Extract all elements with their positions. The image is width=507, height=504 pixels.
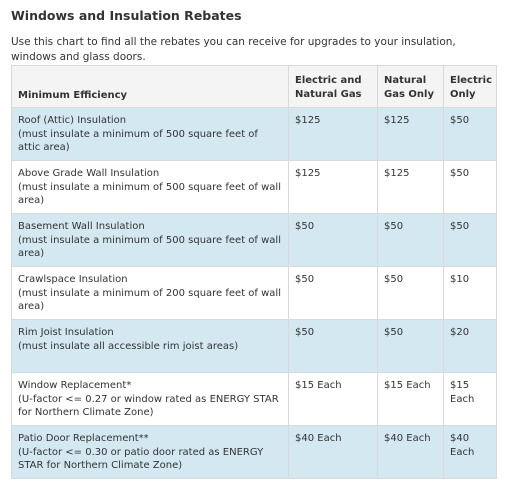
table-row (12, 267, 497, 320)
electric-and-gas-cell (289, 320, 378, 373)
rebate-value: $50 (295, 327, 315, 338)
measure-cell (12, 426, 289, 479)
electric-and-gas-cell (289, 214, 378, 267)
rebate-value: $15 Each (384, 380, 431, 391)
gas-only-cell (378, 267, 444, 320)
measure-name: Rim Joist Insulation (18, 327, 114, 338)
electric-and-gas-cell (289, 108, 378, 161)
electric-only-cell (444, 426, 497, 479)
header-label: Only (450, 88, 476, 100)
rebates-section (11, 0, 497, 471)
header-label: Natural (384, 75, 427, 86)
table-row (12, 214, 497, 267)
measure-requirement: (must insulate a minimum of 500 square feet of wall area) (18, 181, 281, 206)
electric-only-cell (444, 161, 497, 214)
header-label: Gas Only (384, 88, 434, 100)
gas-only-cell (378, 373, 444, 426)
header-label: Electric and (295, 75, 362, 86)
measure-requirement: (must insulate a minimum of 200 square feet of wall area) (18, 287, 281, 312)
measure-cell (12, 267, 289, 320)
electric-and-gas-cell (289, 426, 378, 479)
gas-only-cell (378, 214, 444, 267)
electric-and-gas-cell (289, 373, 378, 426)
rebate-value: $50 (450, 115, 470, 126)
measure-cell (12, 161, 289, 214)
rebate-value: $50 (450, 221, 470, 232)
measure-requirement: (must insulate all accessible rim joist areas) (18, 340, 239, 352)
rebate-value: $125 (295, 115, 321, 126)
rebate-value: $50 (295, 221, 315, 232)
measure-requirement: (must insulate a minimum of 500 square feet of attic area) (18, 128, 258, 153)
measure-name: Roof (Attic) Insulation (18, 115, 127, 126)
table-row (12, 108, 497, 161)
rebate-value: $125 (384, 115, 410, 126)
rebate-value: $40 Each (450, 433, 475, 458)
measure-requirement: (must insulate a minimum of 500 square feet of wall area) (18, 234, 281, 259)
section-title: Windows and Insulation Rebates (11, 8, 242, 23)
measure-name: Basement Wall Insulation (18, 221, 145, 232)
table-header-row (12, 66, 497, 108)
header-electric-and-natural-gas (289, 66, 378, 108)
rebate-value: $15 Each (295, 380, 342, 391)
measure-requirement: (U-factor <= 0.27 or window rated as ENERGY STAR for Northern Climate Zone) (18, 393, 279, 418)
header-natural-gas-only (378, 66, 444, 108)
rebate-value: $50 (384, 221, 404, 232)
electric-only-cell (444, 267, 497, 320)
header-label: Minimum Efficiency (18, 89, 128, 101)
rebate-value: $40 Each (295, 433, 342, 444)
measure-name: Patio Door Replacement** (18, 433, 149, 444)
rebate-value: $50 (295, 274, 315, 285)
electric-only-cell (444, 373, 497, 426)
rebate-value: $125 (295, 168, 321, 179)
measure-cell (12, 108, 289, 161)
rebate-value: $50 (450, 168, 470, 179)
rebate-value: $20 (450, 327, 470, 338)
gas-only-cell (378, 161, 444, 214)
measure-cell (12, 214, 289, 267)
measure-name: Crawlspace Insulation (18, 274, 128, 285)
rebate-value: $50 (384, 274, 404, 285)
measure-cell (12, 320, 289, 373)
measure-name: Window Replacement* (18, 380, 132, 391)
electric-only-cell (444, 320, 497, 373)
electric-and-gas-cell (289, 161, 378, 214)
intro-text: Use this chart to find all the rebates you can receive for upgrades to your insulation, windows and glass doors. (11, 36, 456, 63)
electric-only-cell (444, 214, 497, 267)
rebate-value: $50 (384, 327, 404, 338)
rebates-table (11, 65, 497, 479)
rebate-value: $40 Each (384, 433, 431, 444)
table-row (12, 373, 497, 426)
rebate-value: $10 (450, 274, 470, 285)
gas-only-cell (378, 108, 444, 161)
gas-only-cell (378, 320, 444, 373)
header-minimum-efficiency (12, 66, 289, 108)
rebate-value: $125 (384, 168, 410, 179)
measure-name: Above Grade Wall Insulation (18, 168, 160, 179)
header-label: Natural Gas (295, 88, 362, 100)
rebate-value: $15 Each (450, 380, 475, 405)
electric-and-gas-cell (289, 267, 378, 320)
measure-cell (12, 373, 289, 426)
table-row (12, 161, 497, 214)
measure-requirement: (U-factor <= 0.30 or patio door rated as ENERGY STAR for Northern Climate Zone) (18, 446, 264, 471)
table-body (12, 108, 497, 479)
header-label: Electric (450, 75, 493, 86)
gas-only-cell (378, 426, 444, 479)
table-row (12, 426, 497, 479)
electric-only-cell (444, 108, 497, 161)
header-electric-only (444, 66, 497, 108)
table-row (12, 320, 497, 373)
